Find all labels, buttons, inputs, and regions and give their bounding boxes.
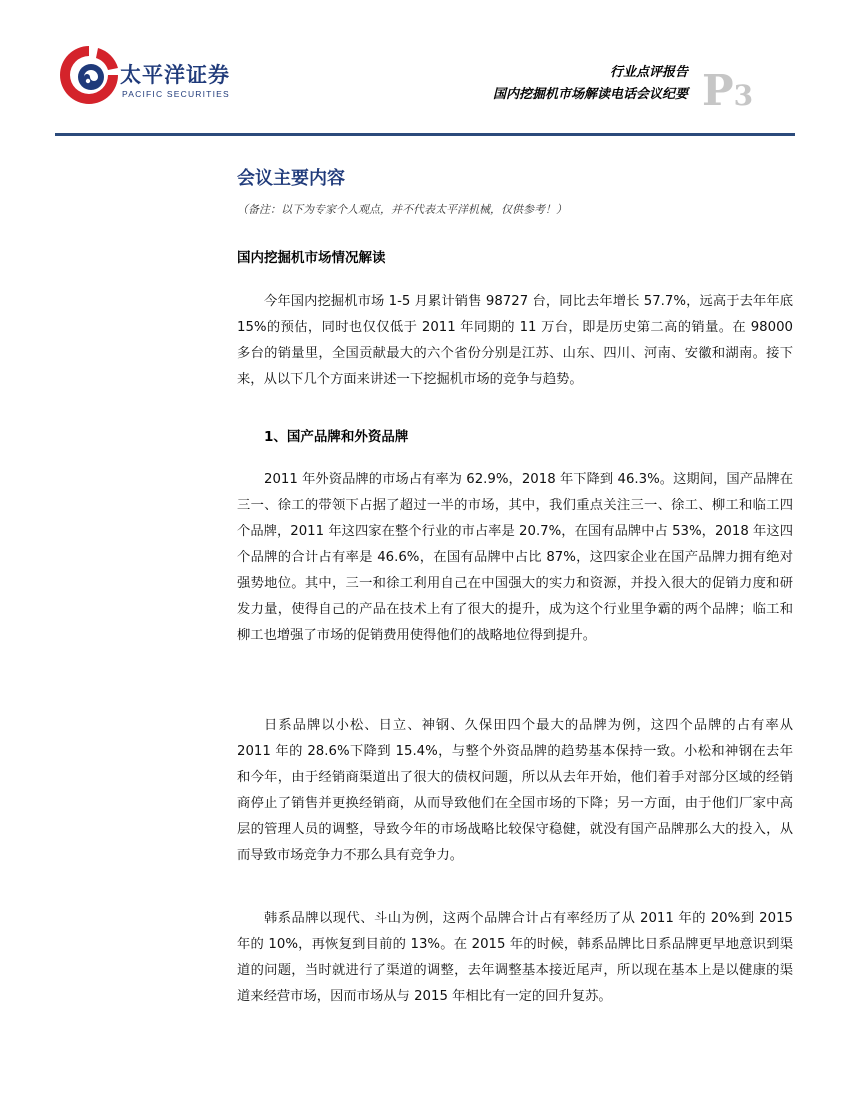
page-prefix: P [702, 66, 734, 115]
page-number-value: 3 [733, 79, 754, 112]
pacific-securities-logo-icon [58, 44, 120, 106]
section-title: 会议主要内容 [237, 168, 345, 189]
disclaimer-note: （备注：以下为专家个人观点，并不代表太平洋机械，仅供参考！） [237, 203, 567, 216]
page-number [702, 66, 754, 115]
report-title: 国内挖掘机市场解读电话会议纪要 [492, 87, 688, 102]
paragraph-domestic-brands: 2011 年外资品牌的市场占有率为 62.9%，2018 年下降到 46.3%。这期间，国产品牌在三一、徐工的带领下占据了超过一半的市场，其中，我们重点关注三一、徐工、柳工和临工四个品牌，2011 年这四家在整个行业的市占率是 20.7%，在国有品牌中占 53%，2018 年这四个品牌的合计占有率是 46.6%，在国有品牌中占比 87%，这四家企业在国产品牌力拥有绝对强势地位。其中，三一和徐工利用自己在中国强大的实力和资源，并投入很大的促销力度和研发力量，使得自己的产品在技术上有了很大的提升，成为这个行业里争霸的两个品牌；临工和柳工也增强了市场的促销费用使得他们的战略地位得到提升。 [237, 472, 793, 643]
header-divider [55, 133, 795, 136]
brand-name-cn: 太平洋证券 [120, 63, 230, 87]
brand-name-en: PACIFIC SECURITIES [122, 89, 230, 99]
point-heading-domestic-vs-foreign: 1、国产品牌和外资品牌 [264, 429, 409, 445]
subsection-title: 国内挖掘机市场情况解读 [237, 250, 386, 266]
paragraph-japanese-brands: 日系品牌以小松、日立、神钢、久保田四个最大的品牌为例，这四个品牌的占有率从 2011 年的 28.6%下降到 15.4%，与整个外资品牌的趋势基本保持一致。小松和神钢在去年和今年，由于经销商渠道出了很大的债权问题，所以从去年开始，他们着手对部分区域的经销商停止了销售并更换经销商，从而导致他们在全国市场的下降；另一方面，由于他们厂家中高层的管理人员的调整，导致今年的市场战略比较保守稳健，就没有国产品牌那么大的投入，从而导致市场竞争力不那么具有竞争力。 [237, 718, 793, 863]
report-type: 行业点评报告 [609, 65, 688, 80]
paragraph-market-overview: 今年国内挖掘机市场 1-5 月累计销售 98727 台，同比去年增长 57.7%，远高于去年年底 15%的预估，同时也仅仅低于 2011 年同期的 11 万台，即是历史第二高的销量。在 98000 多台的销量里，全国贡献最大的六个省份分别是江苏、山东、四川、河南、安徽和湖南。接下来，从以下几个方面来讲述一下挖掘机市场的竞争与趋势。 [237, 294, 793, 387]
paragraph-korean-brands: 韩系品牌以现代、斗山为例，这两个品牌合计占有率经历了从 2011 年的 20%到 2015 年的 10%，再恢复到目前的 13%。在 2015 年的时候，韩系品牌比日系品牌更早地意识到渠道的问题，当时就进行了渠道的调整，去年调整基本接近尾声，所以现在基本上是以健康的渠道来经营市场，因而市场从与 2015 年相比有一定的回升复苏。 [237, 911, 793, 1004]
